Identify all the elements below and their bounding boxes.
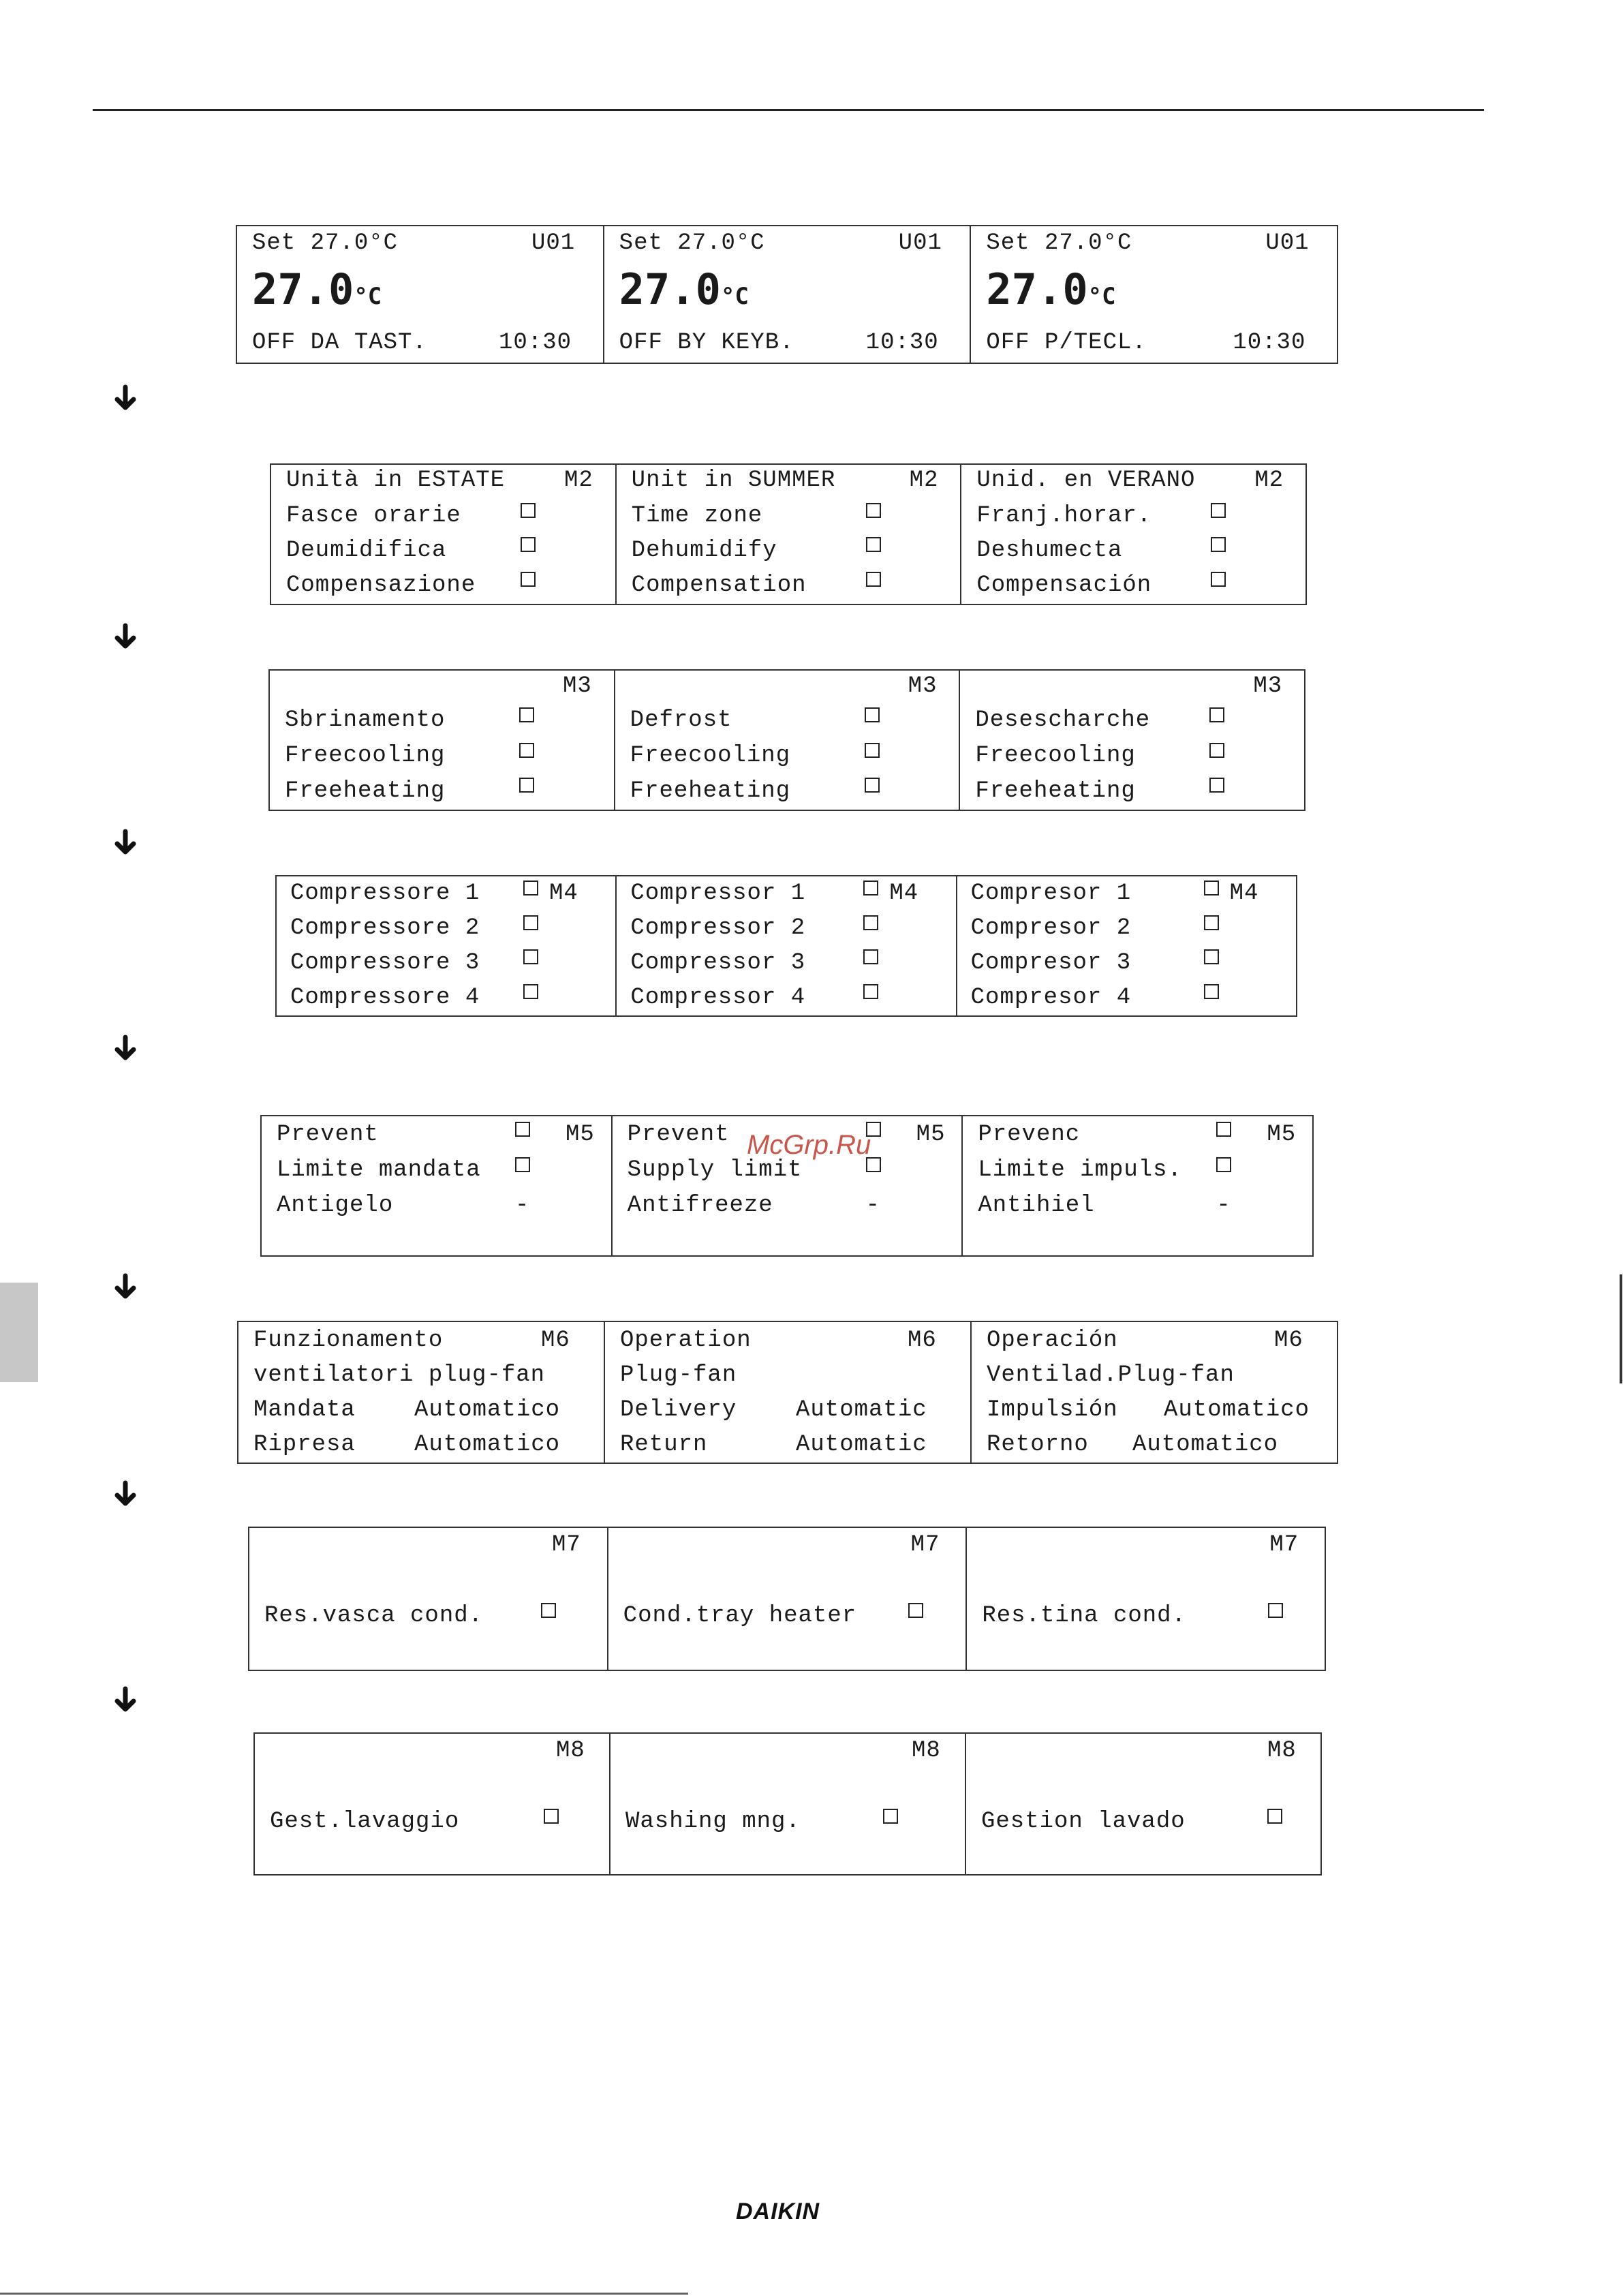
option-label: Freecooling [285, 743, 446, 769]
option-label: Antigelo [277, 1193, 394, 1219]
down-arrow-icon [109, 1478, 142, 1510]
col-it [270, 671, 614, 810]
screen-code: M7 [910, 1532, 940, 1558]
col-en [609, 1734, 965, 1874]
option-label: Compresor 2 [970, 915, 1132, 941]
col-it [255, 1734, 609, 1874]
col-en [615, 876, 955, 1015]
menu-title: Unità in ESTATE [286, 468, 506, 493]
screen-code: M5 [916, 1122, 946, 1148]
option-label: Compensazione [286, 572, 476, 598]
col-it [249, 1528, 607, 1670]
menu-title: Operación [987, 1328, 1118, 1353]
option-label: Res.tina cond. [982, 1603, 1186, 1629]
fan-label: Ripresa [253, 1432, 356, 1458]
option-checkbox[interactable] [1204, 949, 1219, 964]
option-label: Compressore 3 [290, 950, 480, 976]
option-label: Compresor 1 [970, 881, 1132, 906]
option-label: Defrost [630, 707, 732, 733]
option-label: Deshumecta [976, 538, 1123, 564]
option-label: Prevent [627, 1122, 730, 1148]
option-label: Time zone [631, 503, 763, 529]
screen-code: M6 [541, 1328, 570, 1353]
screen-code: M3 [1253, 673, 1283, 699]
option-checkbox[interactable] [866, 503, 881, 518]
col-it [237, 226, 603, 363]
menu-title: Unid. en VERANO [976, 468, 1196, 493]
down-arrow-icon [109, 1270, 142, 1303]
option-checkbox[interactable] [523, 984, 538, 999]
clock-time: 10:30 [499, 330, 572, 356]
screen-code: U01 [1265, 230, 1310, 256]
panel-u01 [236, 225, 1338, 364]
clock-time: 10:30 [865, 330, 939, 356]
set-value: Set 27.0°C [619, 230, 765, 256]
col-it [277, 876, 615, 1015]
status-text: OFF BY KEYB. [619, 330, 794, 356]
screen-code: M4 [549, 881, 578, 906]
col-es [970, 226, 1337, 363]
status-text: OFF DA TAST. [252, 330, 427, 356]
col-en [603, 226, 970, 363]
menu-subtitle: Ventilad.Plug-fan [987, 1362, 1235, 1388]
option-label: Freecooling [630, 743, 791, 769]
panel-m8 [253, 1732, 1322, 1876]
option-label: Freeheating [630, 778, 791, 804]
screen-code: M2 [1254, 468, 1284, 493]
option-checkbox[interactable] [519, 743, 534, 758]
screen-code: M7 [552, 1532, 581, 1558]
option-checkbox[interactable] [523, 915, 538, 930]
option-checkbox[interactable] [1267, 1809, 1282, 1824]
fan-mode-value: Automatic [796, 1397, 927, 1423]
col-es [956, 876, 1296, 1015]
col-es [965, 1528, 1325, 1670]
col-es [961, 1116, 1312, 1255]
option-label: Deumidifica [286, 538, 447, 564]
option-label: Gestion lavado [981, 1809, 1186, 1835]
option-checkbox[interactable] [1216, 1122, 1231, 1137]
option-checkbox[interactable] [1211, 572, 1226, 587]
menu-subtitle: Plug-fan [620, 1362, 737, 1388]
panel-m3 [268, 669, 1305, 811]
option-checkbox[interactable] [544, 1809, 559, 1824]
screen-code: M7 [1269, 1532, 1299, 1558]
clock-time: 10:30 [1233, 330, 1306, 356]
option-checkbox[interactable] [1204, 881, 1219, 896]
menu-title: Operation [620, 1328, 752, 1353]
option-checkbox[interactable] [1216, 1157, 1231, 1172]
option-checkbox[interactable] [521, 572, 536, 587]
screen-code: M8 [912, 1738, 941, 1764]
option-label: Compressore 4 [290, 985, 480, 1011]
down-arrow-icon [109, 826, 142, 859]
option-checkbox[interactable] [541, 1603, 556, 1618]
option-checkbox[interactable] [863, 881, 878, 896]
temperature-readout: 27.0°C [619, 264, 749, 314]
option-label: Compressor 4 [630, 985, 806, 1011]
down-arrow-icon [109, 1032, 142, 1065]
screen-code: M3 [563, 673, 592, 699]
menu-title: Funzionamento [253, 1328, 444, 1353]
screen-code: M8 [1267, 1738, 1297, 1764]
option-checkbox[interactable] [521, 503, 536, 518]
option-checkbox[interactable] [863, 915, 878, 930]
option-label: Franj.horar. [976, 503, 1152, 529]
fan-label: Retorno [987, 1432, 1089, 1458]
option-label: Antifreeze [627, 1193, 773, 1219]
option-label: Cond.tray heater [623, 1603, 857, 1629]
col-es [965, 1734, 1320, 1874]
option-label: Prevent [277, 1122, 379, 1148]
option-dash: - [1216, 1193, 1231, 1219]
option-label: Fasce orarie [286, 503, 461, 529]
col-es [959, 671, 1304, 810]
screen-code: M5 [566, 1122, 595, 1148]
set-value: Set 27.0°C [252, 230, 399, 256]
screen-code: U01 [898, 230, 942, 256]
option-checkbox[interactable] [866, 537, 881, 552]
panel-m7 [248, 1527, 1326, 1671]
header-rule [93, 109, 1484, 111]
right-edge-marker [1620, 1274, 1622, 1383]
option-checkbox[interactable] [883, 1809, 898, 1824]
option-checkbox[interactable] [908, 1603, 923, 1618]
side-tab-marker [0, 1283, 38, 1382]
watermark-text: McGrp.Ru [747, 1130, 871, 1160]
option-label: Compressore 2 [290, 915, 480, 941]
screen-code: M8 [556, 1738, 585, 1764]
option-label: Prevenc [978, 1122, 1081, 1148]
col-it [271, 465, 615, 604]
footer-rule [0, 2293, 688, 2295]
fan-mode-value: Automatico [1132, 1432, 1279, 1458]
option-label: Compensación [976, 572, 1152, 598]
option-dash: - [865, 1193, 881, 1219]
option-label: Limite mandata [277, 1157, 481, 1183]
option-label: Desescharche [975, 707, 1151, 733]
screen-code: U01 [531, 230, 576, 256]
col-es [960, 465, 1305, 604]
option-checkbox[interactable] [515, 1157, 530, 1172]
temperature-readout: 27.0°C [986, 264, 1116, 314]
option-label: Compensation [631, 572, 807, 598]
col-en [615, 465, 961, 604]
screen-code: M4 [889, 881, 919, 906]
fan-mode-value: Automatico [414, 1397, 561, 1423]
menu-title: Unit in SUMMER [631, 468, 836, 493]
col-en [604, 1322, 970, 1463]
menu-subtitle: ventilatori plug-fan [253, 1362, 546, 1388]
option-label: Washing mng. [625, 1809, 801, 1835]
option-checkbox[interactable] [521, 537, 536, 552]
option-checkbox[interactable] [863, 984, 878, 999]
down-arrow-icon [109, 620, 142, 653]
fan-label: Return [620, 1432, 708, 1458]
option-label: Compresor 4 [970, 985, 1132, 1011]
option-checkbox[interactable] [1209, 778, 1224, 793]
option-checkbox[interactable] [523, 949, 538, 964]
option-label: Freecooling [975, 743, 1136, 769]
status-text: OFF P/TECL. [986, 330, 1147, 356]
option-dash: - [515, 1193, 530, 1219]
option-checkbox[interactable] [1211, 503, 1226, 518]
col-it [262, 1116, 611, 1255]
option-checkbox[interactable] [865, 778, 880, 793]
fan-mode-value: Automatico [1164, 1397, 1310, 1423]
option-checkbox[interactable] [1204, 984, 1219, 999]
option-label: Freeheating [285, 778, 446, 804]
screen-code: M6 [1274, 1328, 1303, 1353]
option-checkbox[interactable] [523, 881, 538, 896]
panel-m2 [270, 463, 1307, 605]
option-label: Compressor 1 [630, 881, 806, 906]
fan-label: Mandata [253, 1397, 356, 1423]
down-arrow-icon [109, 382, 142, 414]
fan-mode-value: Automatic [796, 1432, 927, 1458]
option-label: Res.vasca cond. [264, 1603, 484, 1629]
option-label: Supply limit [627, 1157, 803, 1183]
option-checkbox[interactable] [515, 1122, 530, 1137]
option-checkbox[interactable] [1211, 537, 1226, 552]
option-label: Freeheating [975, 778, 1136, 804]
option-label: Compressor 2 [630, 915, 806, 941]
screen-code: M2 [909, 468, 939, 493]
screen-code: M3 [908, 673, 938, 699]
option-label: Limite impuls. [978, 1157, 1182, 1183]
option-checkbox[interactable] [519, 778, 534, 793]
fan-mode-value: Automatico [414, 1432, 561, 1458]
screen-code: M6 [908, 1328, 937, 1353]
panel-m4 [275, 875, 1297, 1017]
option-checkbox[interactable] [863, 949, 878, 964]
option-label: Compresor 3 [970, 950, 1132, 976]
col-en [607, 1528, 966, 1670]
panel-m6 [237, 1321, 1338, 1464]
temperature-readout: 27.0°C [252, 264, 382, 314]
option-checkbox[interactable] [865, 743, 880, 758]
option-label: Dehumidify [631, 538, 777, 564]
col-en [614, 671, 959, 810]
option-label: Gest.lavaggio [270, 1809, 460, 1835]
screen-code: M5 [1267, 1122, 1297, 1148]
option-checkbox[interactable] [1209, 707, 1224, 722]
down-arrow-icon [109, 1683, 142, 1716]
option-checkbox[interactable] [1268, 1603, 1283, 1618]
option-label: Compressore 1 [290, 881, 480, 906]
option-checkbox[interactable] [866, 572, 881, 587]
screen-code: M2 [564, 468, 593, 493]
option-label: Antihiel [978, 1193, 1095, 1219]
option-label: Compressor 3 [630, 950, 806, 976]
fan-label: Impulsión [987, 1397, 1118, 1423]
option-checkbox[interactable] [865, 707, 880, 722]
set-value: Set 27.0°C [986, 230, 1132, 256]
option-checkbox[interactable] [1204, 915, 1219, 930]
col-es [970, 1322, 1337, 1463]
option-label: Sbrinamento [285, 707, 446, 733]
fan-label: Delivery [620, 1397, 737, 1423]
col-it [238, 1322, 604, 1463]
screen-code: M4 [1229, 881, 1259, 906]
daikin-logo: DAIKIN [736, 2199, 820, 2224]
option-checkbox[interactable] [519, 707, 534, 722]
option-checkbox[interactable] [1209, 743, 1224, 758]
